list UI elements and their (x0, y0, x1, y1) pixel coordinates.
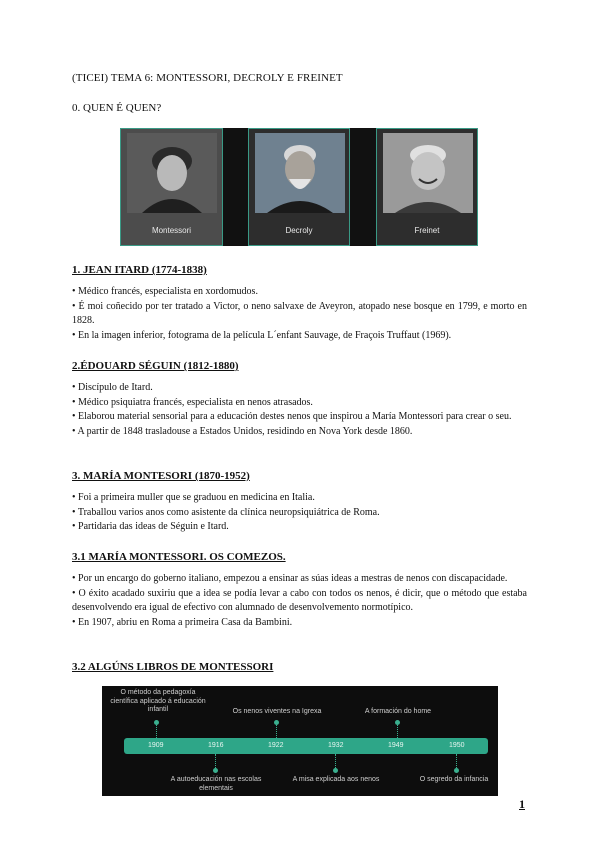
body-montessori-beginnings (72, 572, 527, 630)
timeline-top-label: Os nenos viventes na Igrexa (232, 708, 322, 715)
timeline-year: 1909 (148, 742, 164, 749)
timeline-year: 1922 (268, 742, 284, 749)
list-item: • En la imagen inferior, fotograma de la película L´enfant Sauvage, de Fraçois Truffaut (1969). (72, 329, 452, 341)
timeline-top-label: O método da pedagoxía científica aplicado á educación infantil (110, 689, 206, 713)
portrait-montessori (120, 128, 223, 246)
list-item: • En 1907, abriu en Roma a primeira Casa da Bambini. (72, 616, 293, 628)
timeline-bottom-label: A misa explicada aos nenos (292, 776, 380, 783)
timeline-connector (276, 725, 277, 738)
portrait-strip (120, 128, 478, 246)
timeline-year: 1950 (449, 742, 465, 749)
list-item: • Partidaria das ideas de Séguin e Itard. (72, 521, 229, 532)
heading-jean-itard: 1. JEAN ITARD (1774-1838) (72, 264, 207, 276)
timeline-bottom-label: O segredo da infancia (419, 776, 489, 783)
timeline-year: 1932 (328, 742, 344, 749)
list-item: • O éxito acadado suxiriu que a idea se podía levar a cabo con todos os nenos, é dicir, que o método que estaba desenvolvendo era igual de efectivo con alumnado de desenvolvemento normotípico. (72, 587, 527, 613)
timeline-top-label: A formación do home (364, 708, 432, 715)
page-number: 1 (519, 797, 525, 811)
decroly-portrait-image (255, 133, 345, 213)
document-title: (TICEI) TEMA 6: MONTESSORI, DECROLY E FREINET (72, 72, 343, 84)
books-timeline (102, 686, 498, 796)
list-item: • Elaborou material sensorial para a educación destes nenos que inspirou a María Montessori para crear o seu. (72, 411, 512, 422)
heading-edouard-seguin: 2.ÉDOUARD SÉGUIN (1812-1880) (72, 360, 239, 372)
timeline-year: 1916 (208, 742, 224, 749)
timeline-marker (333, 768, 338, 773)
timeline-connector (397, 725, 398, 738)
timeline-marker (213, 768, 218, 773)
heading-maria-montessori: 3. MARÍA MONTESORI (1870-1952) (72, 470, 250, 482)
timeline-connector (456, 754, 457, 768)
list-item: • Médico psiquiatra francés, especialista en nenos atrasados. (72, 396, 313, 408)
body-jean-itard (72, 285, 527, 343)
list-item: • Discípulo de Itard. (72, 382, 153, 393)
section-who-is-who: 0. QUEN É QUEN? (72, 102, 162, 114)
timeline-bar (124, 738, 488, 754)
list-item: • Médico francés, especialista en xordomudos. (72, 286, 258, 297)
timeline-connector (215, 754, 216, 768)
freinet-portrait-image (383, 133, 473, 213)
portrait-caption: Montessori (151, 226, 192, 235)
portrait-caption: Decroly (285, 226, 313, 235)
list-item: • A partir de 1848 trasladouse a Estados Unidos, residindo en Nova York desde 1860. (72, 425, 413, 437)
list-item: • É moi coñecido por ter tratado a Victor, o neno salvaxe de Aveyron, atopado nese bosque en 1799, e morto en 1828. (72, 300, 527, 326)
montessori-portrait-image (127, 133, 217, 213)
timeline-marker (454, 768, 459, 773)
portrait-freinet (376, 128, 478, 246)
body-maria-montessori (72, 491, 527, 535)
portrait-caption: Freinet (414, 226, 440, 235)
list-item: • Traballou varios anos como asistente da clínica neuropsiquiátrica de Roma. (72, 506, 380, 518)
timeline-year: 1949 (388, 742, 404, 749)
timeline-bottom-label: A autoeducación nas escolas elementais (170, 776, 262, 792)
list-item: • Foi a primeira muller que se graduou en medicina en Italia. (72, 492, 315, 503)
list-item: • Por un encargo do goberno italiano, empezou a ensinar as súas ideas a mestras de nenos con discapacidade. (72, 573, 508, 584)
heading-montessori-beginnings: 3.1 MARÍA MONTESSORI. OS COMEZOS. (72, 551, 286, 563)
timeline-connector (156, 725, 157, 738)
body-edouard-seguin (72, 381, 527, 439)
timeline-connector (335, 754, 336, 768)
portrait-decroly (248, 128, 350, 246)
heading-montessori-books: 3.2 ALGÚNS LIBROS DE MONTESSORI (72, 661, 274, 673)
